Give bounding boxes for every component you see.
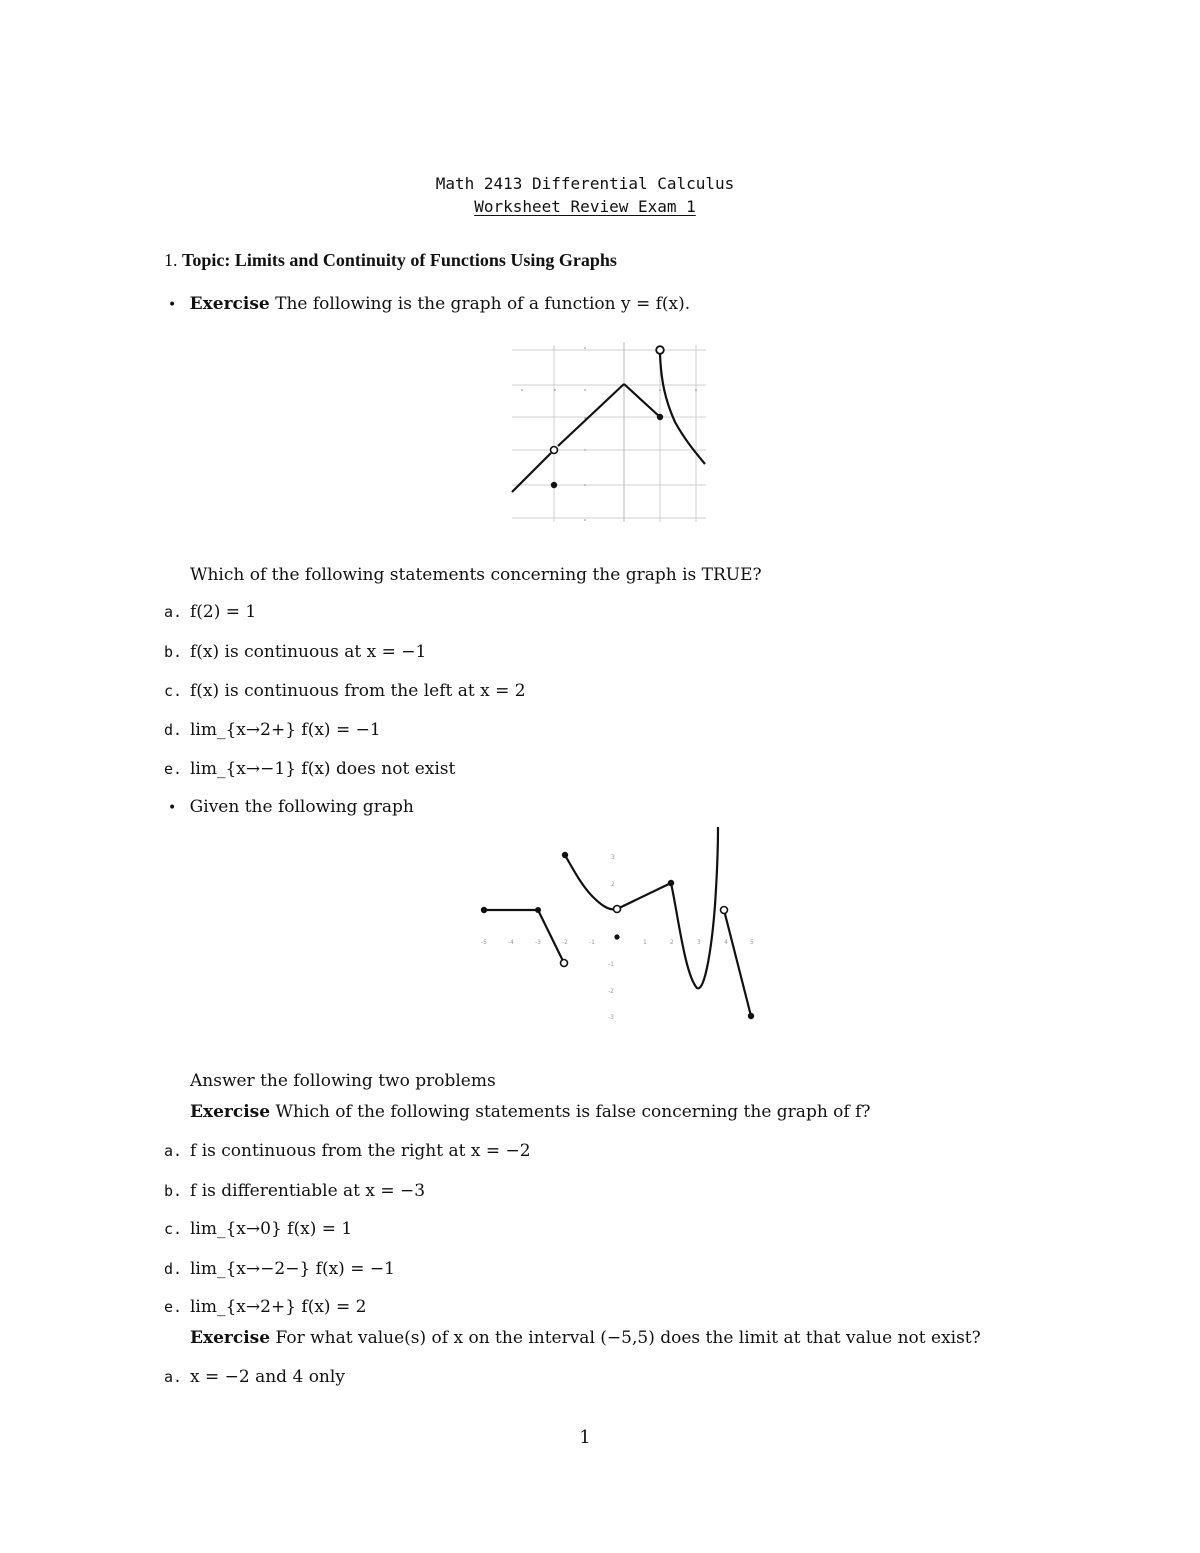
exercise3-label: Exercise [190, 1328, 271, 1348]
exercise2-text: Which of the following statements is false concerning the graph of f? [275, 1102, 871, 1122]
graph1 [510, 340, 710, 530]
graph2-right-line [724, 910, 751, 1016]
graph2-closed-point-end [748, 1013, 754, 1019]
x-tick: -5 [481, 939, 487, 946]
worksheet-subtitle-text: Worksheet Review Exam 1 [474, 197, 696, 216]
exercise1-text: The following is the graph of a function y = f(x). [275, 294, 691, 314]
exercise1-label: Exercise [189, 294, 270, 314]
exercise3-text: For what value(s) of x on the interval (−5,5) does the limit at that value not exist? [275, 1328, 981, 1348]
ex2-option-c [164, 1219, 352, 1239]
x-tick: 4 [724, 939, 728, 946]
graph2-open-point-4 [721, 907, 728, 914]
graph1-left-line [512, 453, 551, 492]
option-label: b. [164, 1182, 183, 1200]
graph2-closed-point-corner [535, 907, 541, 913]
option-text: f(x) is continuous from the left at x = 2 [190, 681, 526, 701]
graph2-closed-point-zero [614, 934, 619, 939]
ex1-option-d [164, 720, 381, 740]
exercise3-line [190, 1328, 981, 1348]
graph1-mid-line [558, 384, 624, 446]
option-text: lim_{x→2+} f(x) = −1 [190, 720, 381, 740]
x-tick: -4 [508, 939, 514, 946]
ex2-option-d [164, 1259, 395, 1279]
bullet-icon: • [168, 297, 177, 313]
option-label: c. [164, 1220, 183, 1238]
graph1-down-segment [624, 384, 660, 417]
x-tick: 5 [750, 939, 754, 946]
section-number: 1. [164, 250, 178, 270]
option-text: lim_{x→0} f(x) = 1 [190, 1219, 353, 1239]
page-number: 1 [579, 1427, 591, 1448]
exercise1-line [168, 294, 690, 314]
graph2-closed-point-2 [668, 880, 674, 886]
graph2 [475, 825, 765, 1025]
ex1-option-c [164, 681, 526, 701]
ex3-option-a [164, 1367, 345, 1387]
exercise2-line [190, 1102, 871, 1122]
graph2-closed-point-top [562, 852, 568, 858]
graph1-closed-point-2 [657, 414, 663, 420]
ex2-option-b [164, 1181, 425, 1201]
y-tick: -3 [608, 1014, 614, 1021]
option-text: x = −2 and 4 only [190, 1367, 345, 1387]
given-graph-line [168, 797, 414, 817]
option-label: c. [164, 682, 183, 700]
graph2-open-point-low [561, 960, 568, 967]
worksheet-subtitle [0, 197, 1170, 216]
y-tick: -2 [608, 988, 614, 995]
x-tick: 3 [697, 939, 701, 946]
option-label: e. [164, 760, 183, 778]
graph1-closed-point-1 [551, 482, 557, 488]
graph1-tick-dots [521, 347, 697, 521]
graph2-dip-curve [671, 827, 718, 988]
graph1-grid [512, 342, 706, 522]
graph2-closed-point-left [481, 907, 487, 913]
option-label: b. [164, 643, 183, 661]
problems-intro: Answer the following two problems [190, 1071, 496, 1091]
bullet-icon: • [168, 800, 177, 816]
x-tick: -2 [562, 939, 568, 946]
graph1-curves [512, 354, 705, 492]
option-label: e. [164, 1298, 183, 1316]
ex2-option-a [164, 1141, 531, 1161]
graph2-drop-segment [538, 910, 564, 963]
ex1-option-a [164, 602, 256, 622]
option-text: lim_{x→2+} f(x) = 2 [190, 1297, 367, 1317]
ex1-option-b [164, 642, 426, 662]
y-tick: 2 [611, 881, 615, 888]
graph2-open-point-mid [614, 906, 621, 913]
graph2-curves [484, 827, 751, 1016]
option-text: f(x) is continuous at x = −1 [190, 642, 427, 662]
option-label: d. [164, 721, 183, 739]
ex2-option-e [164, 1297, 366, 1317]
option-label: a. [164, 603, 183, 621]
section-topic-text: Topic: Limits and Continuity of Functions Using Graphs [182, 250, 617, 270]
ex1-option-e [164, 759, 455, 779]
exercise1-question: Which of the following statements concerning the graph is TRUE? [190, 565, 762, 585]
graph1-open-point-2 [656, 346, 664, 354]
option-text: lim_{x→−2−} f(x) = −1 [190, 1259, 395, 1279]
section-topic [164, 250, 617, 271]
option-label: d. [164, 1260, 183, 1278]
x-tick: 1 [643, 939, 647, 946]
option-text: lim_{x→−1} f(x) does not exist [190, 759, 456, 779]
exercise2-label: Exercise [190, 1102, 271, 1122]
graph2-parabola [565, 855, 617, 909]
option-text: f(2) = 1 [190, 602, 257, 622]
x-tick: -3 [535, 939, 541, 946]
given-graph-text: Given the following graph [189, 797, 414, 817]
graph1-open-point-1 [551, 447, 558, 454]
option-text: f is continuous from the right at x = −2 [190, 1141, 531, 1161]
option-label: a. [164, 1142, 183, 1160]
x-tick: -1 [589, 939, 595, 946]
option-text: f is differentiable at x = −3 [190, 1181, 426, 1201]
x-tick: 2 [670, 939, 674, 946]
option-label: a. [164, 1368, 183, 1386]
graph1-right-curve [660, 354, 705, 464]
graph2-rise-segment [617, 883, 671, 909]
y-tick: -1 [608, 961, 614, 968]
course-title: Math 2413 Differential Calculus [435, 174, 735, 193]
y-tick: 3 [611, 854, 615, 861]
